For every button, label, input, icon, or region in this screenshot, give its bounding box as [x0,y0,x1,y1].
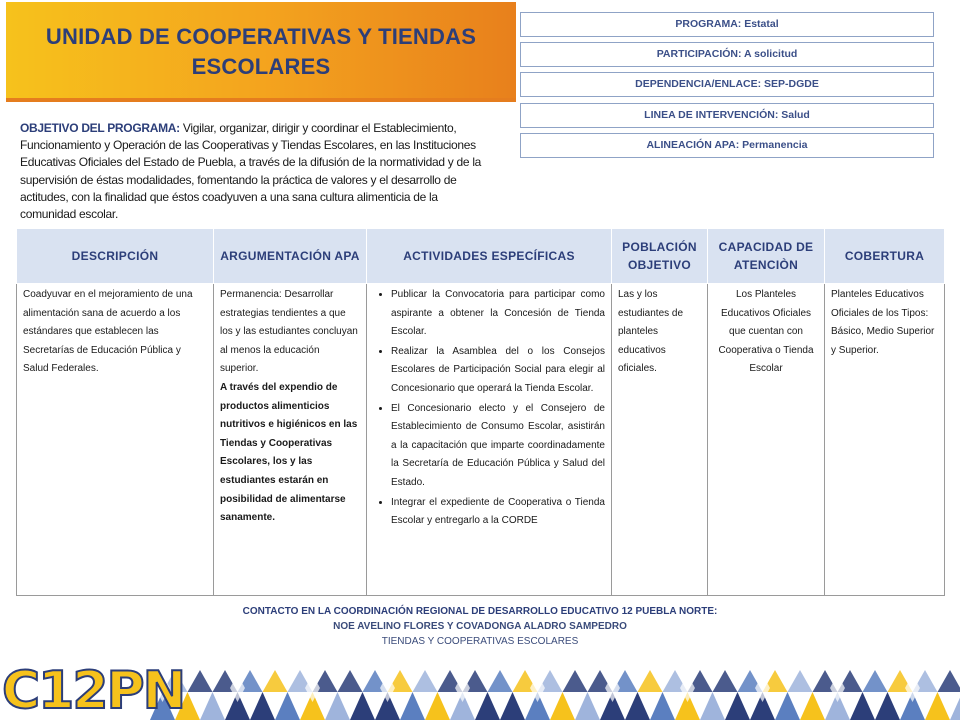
cell-actividades [367,284,612,596]
header-poblacion: POBLACIÓN OBJETIVO [612,229,708,284]
pattern-diamond [530,674,545,702]
objective-paragraph [20,120,496,223]
header-actividades: ACTIVIDADES ESPECÍFICAS [367,229,612,284]
pattern-triangle [325,692,350,720]
header-argumentacion: ARGUMENTACIÓN APA [214,229,367,284]
cell-descripcion: Coadyuvar en el mejoramiento de una alimentación sana de acuerdo a los estándares que establecen las Secretarías de Educación Pública y Salud Federales. [17,284,214,596]
cell-poblacion: Las y los estudiantes de planteles educativos oficiales. [612,284,708,596]
pattern-diamond [680,674,695,702]
pattern-triangle [275,692,300,720]
header-descripcion: DESCRIPCIÓN [17,229,214,284]
pattern-triangle [700,692,725,720]
cell-argumentacion [214,284,367,596]
pattern-diamond [605,674,620,702]
info-box-dependencia: DEPENDENCIA/ENLACE: SEP-DGDE [520,72,934,97]
pattern-triangle [400,692,425,720]
title-banner [6,2,516,102]
list-item: • El Concesionario electo y el Consejero de Establecimiento de Consumo Escolar, asistirán a la capacitación que imparte coordinadamente la Secretaría de Educación Pública y Salud del Estado. [391,400,605,493]
title-line-2: ESCOLARES [191,54,331,79]
pattern-triangle [550,692,575,720]
header-cobertura: COBERTURA [825,229,945,284]
logo: C12PN [2,661,185,720]
pattern-triangle [850,692,875,720]
info-box-linea: LINEA DE INTERVENCIÓN: Salud [520,103,934,128]
pattern-diamond [380,674,395,702]
title-line-1: UNIDAD DE COOPERATIVAS Y TIENDAS [45,24,477,49]
pattern-triangle [800,692,825,720]
info-box-programa: PROGRAMA: Estatal [520,12,934,37]
pattern-triangle [725,692,750,720]
pattern-triangle [563,670,588,692]
cell-capacidad: Los Planteles Educativos Oficiales que cuentan con Cooperativa o Tienda Escolar [708,284,825,596]
table-row [17,284,945,596]
pattern-diamond [830,674,845,702]
pattern-triangle [625,692,650,720]
pattern-triangle [488,670,513,692]
pattern-triangle [713,670,738,692]
pattern-diamond [905,674,920,702]
pattern-triangle [425,692,450,720]
pattern-triangle [263,670,288,692]
pattern-triangle [413,670,438,692]
contact-block [0,604,960,649]
pattern-triangle [638,670,663,692]
pattern-triangle [925,692,950,720]
pattern-triangle [475,692,500,720]
pattern-triangle [938,670,960,692]
activities-list [373,286,605,531]
page-title [6,2,516,82]
contact-area: TIENDAS Y COOPERATIVAS ESCOLARES [381,636,579,647]
argumentacion-bold-text: A través del expendio de productos alimenticios nutritivos e higiénicos en las Tiendas y Cooperativas Escolares, los y las estudiantes estarán en posibilidad de alimentarse sanamente. [220,381,358,524]
list-item: • Realizar la Asamblea del o los Consejos Escolares de Participación Social para elegir al Concesionario que operará la Tienda Escolar. [391,343,605,399]
pattern-triangle [863,670,888,692]
argumentacion-text: Permanencia: Desarrollar estrategias tendientes a que los y las estudiantes concluyan al menos la educación superior. [220,289,358,375]
objective-text: Vigilar, organizar, dirigir y coordinar el Establecimiento, Funcionamiento y Operación de las Cooperativas y Tiendas Escolares, en las Instituciones Educativas Oficiales del Estado de Puebla, a través de la difusión de la normatividad y de la supervisión de éstas modalidades, fomentando la práctica de valores y el desarrollo de actitudes, con la finalidad que éstos coadyuven a una sana cultura alimenticia de la comunidad escolar. [20,121,482,222]
objective-label: OBJETIVO DEL PROGRAMA: [20,121,180,135]
pattern-diamond [755,674,770,702]
list-item: • Integrar el expediente de Cooperativa o Tienda Escolar y entregarlo a la CORDE [391,494,605,531]
header-capacidad: CAPACIDAD DE ATENCIÒN [708,229,825,284]
pattern-diamond [455,674,470,702]
program-table [16,228,945,596]
table-header-row [17,229,945,284]
info-box-alineacion: ALINEACIÓN APA: Permanencia [520,133,934,158]
pattern-triangle [188,670,213,692]
pattern-triangle [338,670,363,692]
info-box-participacion: PARTICIPACIÓN: A solicitud [520,42,934,67]
pattern-diamond [305,674,320,702]
pattern-triangle [250,692,275,720]
pattern-triangle [875,692,900,720]
pattern-triangle [950,692,960,720]
pattern-triangle [575,692,600,720]
pattern-triangle [788,670,813,692]
pattern-triangle [650,692,675,720]
contact-names: NOE AVELINO FLORES Y COVADONGA ALADRO SAMPEDRO [333,621,627,632]
cell-cobertura: Planteles Educativos Oficiales de los Tipos: Básico, Medio Superior y Superior. [825,284,945,596]
list-item: • Publicar la Convocatoria para participar como aspirante a obtener la Concesión de Tienda Escolar. [391,286,605,342]
pattern-triangle [775,692,800,720]
pattern-diamond [230,674,245,702]
pattern-triangle [200,692,225,720]
pattern-triangle [500,692,525,720]
contact-heading: CONTACTO EN LA COORDINACIÓN REGIONAL DE DESARROLLO EDUCATIVO 12 PUEBLA NORTE: [242,606,718,617]
pattern-triangle [350,692,375,720]
